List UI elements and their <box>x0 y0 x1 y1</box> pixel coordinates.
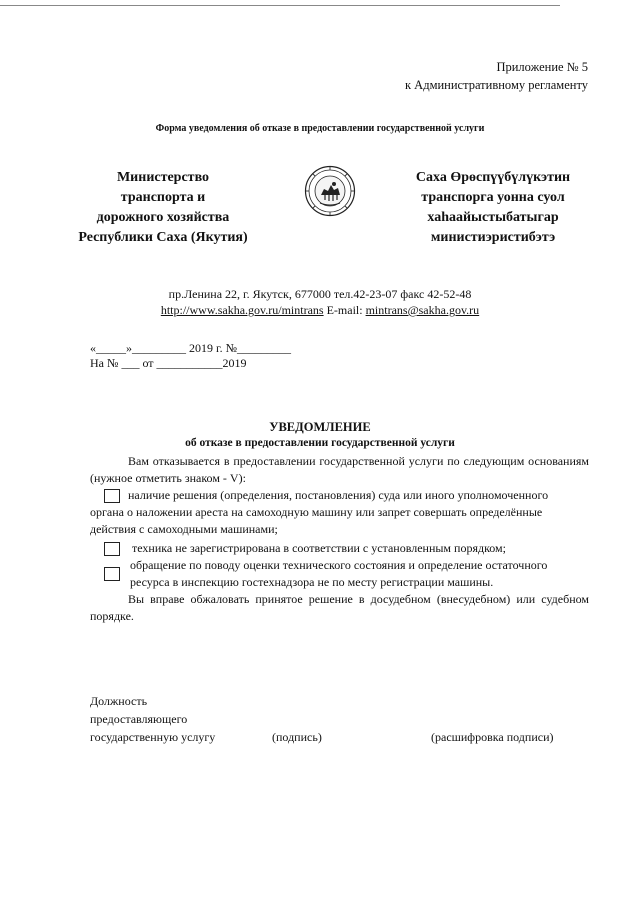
ministry-sah-line: транспорга уонна суол <box>421 190 565 205</box>
reason-arrest-line: наличие решения (определения, постановления) суда или иного уполномоченного <box>128 488 549 502</box>
signer-position-line: предоставляющего <box>90 712 188 726</box>
ministry-sah-line: хаһаайыстыбатыгар <box>427 210 559 225</box>
notice-intro: Вам отказывается в предоставлении государственной услуги по следующим основаниям (нужное отметить знаком - V): <box>90 454 589 485</box>
appendix-number: Приложение № 5 <box>496 60 588 74</box>
ministry-address: пр.Ленина 22, г. Якутск, 677000 тел.42-23-07 факс 42-52-48 <box>168 287 472 301</box>
scan-edge-line <box>0 5 560 6</box>
reason-arrest-line: действия с самоходными машинами; <box>90 522 278 536</box>
signer-position-line: государственную услугу <box>90 730 216 744</box>
reason-wrong-inspection-line: обращение по поводу оценки технического состояния и определение остаточного <box>130 558 548 572</box>
reason-wrong-inspection-line: ресурса в инспекцию гостехнадзора не по месту регистрации машины. <box>130 575 494 589</box>
reason-not-registered-checkbox[interactable] <box>104 542 120 556</box>
appendix-regulation: к Административному регламенту <box>404 78 588 92</box>
website-link[interactable]: http://www.sakha.gov.ru/mintrans <box>160 303 324 317</box>
contact-line <box>0 302 640 318</box>
signer-position-line: Должность <box>90 694 148 708</box>
reason-arrest-checkbox[interactable] <box>104 489 120 503</box>
reason-wrong-inspection-checkbox[interactable] <box>104 567 120 581</box>
coat-of-arms-icon <box>304 165 356 217</box>
notice-title: УВЕДОМЛЕНИЕ <box>269 420 371 434</box>
ministry-ru-line: Министерство <box>116 170 210 185</box>
ministry-sah-line: Саха Өрөспүүбүлүкэтин <box>415 170 571 185</box>
email-label: E-mail: <box>323 303 366 317</box>
signature-label: (подпись) <box>272 730 322 744</box>
reason-not-registered: техника не зарегистрирована в соответствии с установленным порядком; <box>132 541 506 555</box>
ministry-name-russian <box>58 168 268 248</box>
form-title: Форма уведомления об отказе в предоставлении государственной услуги <box>155 123 485 134</box>
notice-subtitle: об отказе в предоставлении государственной услуги <box>185 437 455 449</box>
ministry-ru-line: Республики Саха (Якутия) <box>78 230 248 245</box>
reason-arrest-line: органа о наложении ареста на самоходную машину или запрет совершать определённые <box>90 505 543 519</box>
reference-number: На № ___ от ___________2019 <box>90 356 247 370</box>
document-date-number: «_____»_________ 2019 г. №_________ <box>90 341 292 355</box>
ministry-sah-line: министиэристибэтэ <box>430 230 556 245</box>
ministry-name-sakha <box>393 168 593 248</box>
signature-decode-label: (расшифровка подписи) <box>431 730 554 744</box>
ministry-ru-line: дорожного хозяйства <box>96 210 230 225</box>
ministry-ru-line: транспорта и <box>120 190 206 205</box>
appeal-notice: Вы вправе обжаловать принятое решение в досудебном (внесудебном) или судебном порядке. <box>90 592 589 623</box>
email-link[interactable]: mintrans@sakha.gov.ru <box>365 303 480 317</box>
